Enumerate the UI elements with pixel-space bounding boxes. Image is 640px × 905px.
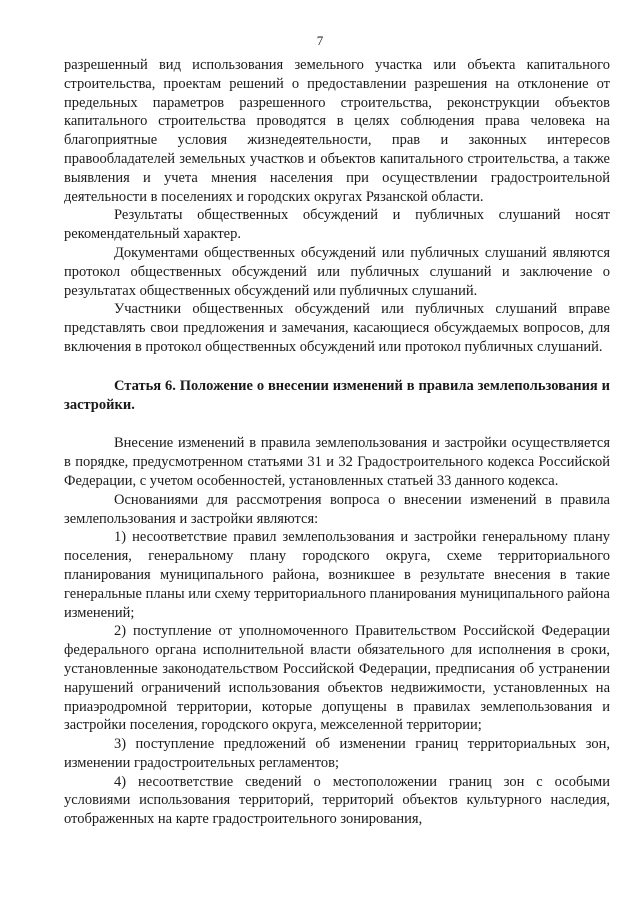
- paragraph: Участники общественных обсуждений или публичных слушаний вправе представлять свои предложения и замечания, касающиеся обсуждаемых вопросов, для включения в протокол общественных обсуждений или протокол публичных слушаний.: [64, 301, 610, 355]
- list-item: 1) несоответствие правил землепользования и застройки генеральному плану поселения, генеральному плану городского округа, схеме территориального планирования муниципального района, возникшее в результате внесения в такие генеральные планы или схему территориального планирования муниципального района изменений;: [64, 529, 610, 621]
- article-heading: Статья 6. Положение о внесении изменений в правила землепользования и застройки.: [64, 377, 610, 413]
- page-number: 7: [316, 33, 324, 48]
- list-item: 4) несоответствие сведений о местоположении границ зон с особыми условиями использования территорий, территорий объектов культурного наследия, отображенных на карте градостроительного зонирования,: [64, 773, 610, 828]
- paragraph: разрешенный вид использования земельного участка или объекта капитального строительства, проектам решений о предоставлении разрешения на отклонение от предельных параметров разрешенного строительства, реконструкции объектов капитального строительства проводятся в целях соблюдения права человека на благоприятные условия жизнедеятельности, прав и законных интересов правообладателей земельных участков и объектов капитального строительства, а также выявления и учета мнения населения при осуществлении градостроительной деятельности в поселениях и городских округах Рязанской области.: [64, 57, 610, 205]
- list-item: 2) поступление от уполномоченного Правительством Российской Федерации федерального органа исполнительной власти обязательного для исполнения в сроки, установленные законодательством Российской Федерации, предписания об устранении нарушений ограничений использования объектов недвижимости, установленных на приаэродромной территории, которые допущены в правилах землепользования и застройки поселения, городского округа, межселенной территории;: [64, 623, 610, 734]
- list-item: 3) поступление предложений об изменении границ территориальных зон, изменении градостроительных регламентов;: [64, 736, 610, 771]
- paragraph: Результаты общественных обсуждений и публичных слушаний носят рекомендательный характер.: [64, 207, 610, 243]
- paragraph: Документами общественных обсуждений или публичных слушаний являются протокол общественных обсуждений или публичных слушаний и заключение о результатах общественных обсуждений или публичных слушаний.: [64, 244, 610, 299]
- paragraph: Внесение изменений в правила землепользования и застройки осуществляется в порядке, предусмотренном статьями 31 и 32 Градостроительного кодекса Российской Федерации, с учетом особенностей, установленных статьей 33 данного кодекса.: [64, 435, 610, 489]
- paragraph: Основаниями для рассмотрения вопроса о внесении изменений в правила землепользования и застройки являются:: [64, 491, 610, 527]
- document-body: [64, 56, 610, 829]
